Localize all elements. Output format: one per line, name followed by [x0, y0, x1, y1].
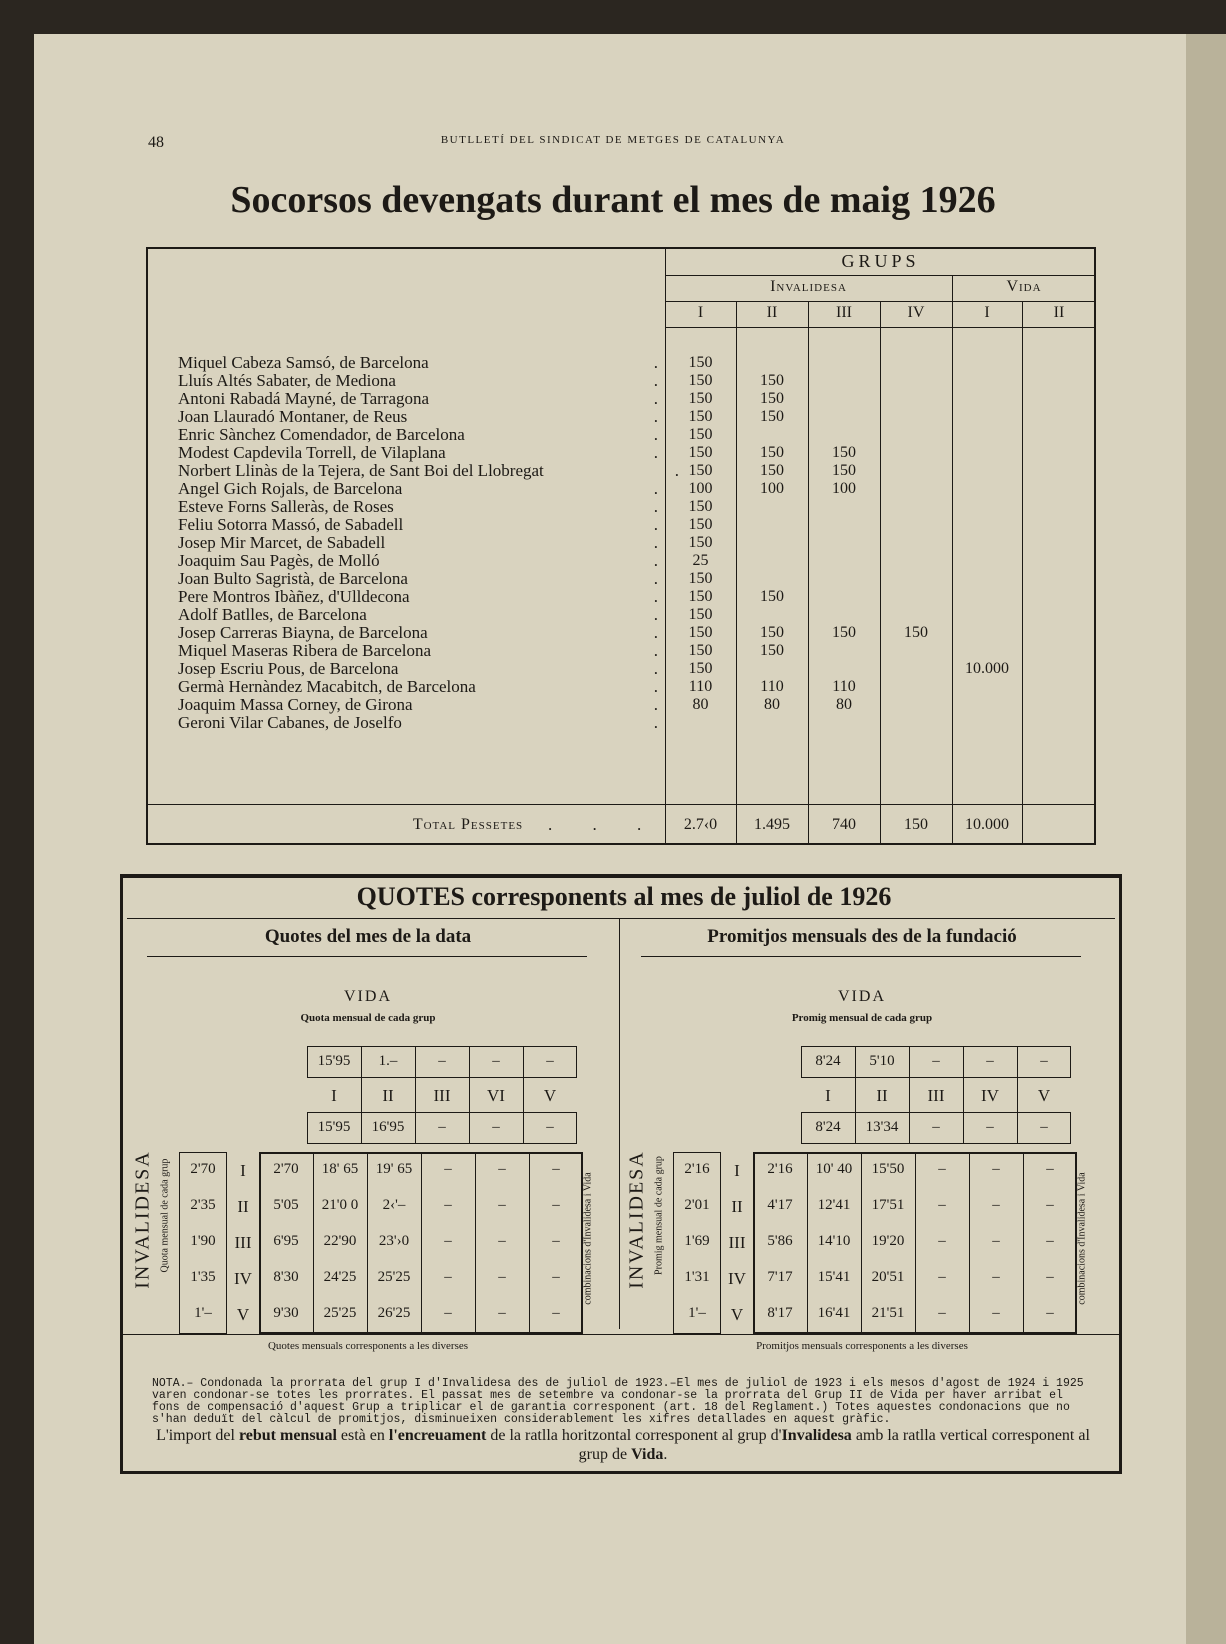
amount-cell: 150: [688, 516, 713, 533]
member-name: Lluís Altés Sabater, de Mediona: [178, 371, 396, 390]
combination-cell: –: [1046, 1197, 1054, 1213]
grid-line: [361, 1046, 362, 1144]
col-header: IV: [907, 304, 925, 321]
combination-cell: –: [1046, 1161, 1054, 1177]
grid-line: [469, 1046, 470, 1144]
amount-cell: 150: [688, 498, 713, 515]
final-note: L'import del rebut mensual està en l'encreuament de la ratlla horitzontal corresponent al grup d'Invalidesa amb la ratlla vertical corresponent al grup de Vida.: [156, 1427, 1090, 1463]
leader-dots: .: [653, 695, 672, 714]
amount-cell: 110: [760, 678, 784, 695]
socorsos-table: [146, 247, 1096, 845]
combination-cell: –: [552, 1305, 560, 1321]
combination-cell: –: [498, 1269, 506, 1285]
leader-dots: .: [653, 443, 672, 462]
combination-cell: –: [552, 1161, 560, 1177]
combination-cell: 25'25: [323, 1305, 357, 1321]
member-name: Joan Llauradó Montaner, de Reus: [178, 407, 408, 426]
invalidesa-group-label: III: [234, 1233, 252, 1252]
amount-cell: 150: [688, 534, 713, 551]
amount-cell: 100: [760, 480, 784, 497]
grid-line: [909, 1046, 910, 1144]
invalidesa-quota-value: 2'16: [684, 1161, 710, 1177]
invalidesa-quota-value: 1'–: [688, 1305, 706, 1321]
invalidesa-group-label: III: [728, 1233, 746, 1252]
grid-line: [969, 1154, 970, 1332]
amount-cell: 150: [760, 408, 784, 425]
vida-cum-value: 15'95: [317, 1119, 351, 1135]
combination-cell: –: [444, 1161, 452, 1177]
total-cell: 740: [832, 816, 856, 833]
combination-cell: 12'41: [817, 1197, 851, 1213]
vida-quota-value: –: [492, 1053, 500, 1069]
amount-cell: 110: [832, 678, 856, 695]
combination-cell: –: [1046, 1269, 1054, 1285]
leader-dots: .: [653, 659, 672, 678]
vida-quota-value: –: [1040, 1053, 1048, 1069]
combination-cell: 9'30: [273, 1305, 299, 1321]
combination-cell: –: [552, 1197, 560, 1213]
vida-cum-value: –: [986, 1119, 994, 1135]
amount-cell: 150: [832, 462, 856, 479]
invalidesa-quota-value: 1'31: [684, 1269, 710, 1285]
combination-cell: –: [992, 1197, 1000, 1213]
invalidesa-header: Invalidesa: [770, 278, 847, 295]
amount-cell: 150: [832, 624, 856, 641]
vida-label: VIDA: [838, 988, 886, 1005]
vida-cum-value: –: [546, 1119, 554, 1135]
panel-subtitle: Promitjos mensuals des de la fundació: [707, 926, 1017, 947]
leader-dots: .: [653, 677, 672, 696]
combination-cell: –: [938, 1305, 946, 1321]
invalidesa-group-label: V: [730, 1305, 744, 1324]
vida-group-label: I: [825, 1086, 831, 1105]
grid-line: [855, 1046, 856, 1144]
member-name: Antoni Rabadá Mayné, de Tarragona: [178, 389, 430, 408]
combination-cell: –: [992, 1305, 1000, 1321]
leader-dots: .: [653, 407, 672, 426]
vida-caption: Quota mensual de cada grup: [300, 1012, 436, 1024]
vida-quota-value: 5'10: [869, 1053, 895, 1069]
member-name: Modest Capdevila Torrell, de Vilaplana: [178, 443, 446, 462]
grid-line: [1017, 1046, 1018, 1144]
combination-cell: 19'20: [871, 1233, 905, 1249]
leader-dots: .: [653, 533, 672, 552]
member-name: Pere Montros Ibàñez, d'Ulldecona: [178, 587, 410, 606]
grid-line: [861, 1154, 862, 1332]
combination-cell: 2‹'–: [382, 1197, 406, 1213]
member-name: Enric Sànchez Comendador, de Barcelona: [178, 425, 465, 444]
combination-cell: 15'41: [817, 1269, 851, 1285]
grid-line: [915, 1154, 916, 1332]
amount-cell: 150: [688, 624, 713, 641]
combination-cell: 21'51: [871, 1305, 905, 1321]
leader-dots: .: [653, 497, 672, 516]
combination-cell: –: [498, 1233, 506, 1249]
grid-line: [475, 1154, 476, 1332]
combination-cell: 5'86: [767, 1233, 793, 1249]
combination-cell: 16'41: [817, 1305, 851, 1321]
invalidesa-caption: Promig mensual de cada grup: [653, 1156, 665, 1275]
member-name: Esteve Forns Salleràs, de Roses: [178, 497, 394, 516]
vida-group-label: V: [1037, 1086, 1051, 1105]
amount-cell: 150: [688, 570, 713, 587]
invalidesa-group-label: II: [237, 1197, 249, 1216]
combination-cell: 5'05: [273, 1197, 299, 1213]
grid-line: [963, 1046, 964, 1144]
combination-cell: –: [552, 1269, 560, 1285]
combination-cell: 23'›0: [378, 1233, 410, 1249]
leader-dots: .: [653, 353, 672, 372]
combination-cell: –: [938, 1197, 946, 1213]
member-name: Adolf Batlles, de Barcelona: [178, 605, 367, 624]
amount-cell: 150: [832, 444, 856, 461]
invalidesa-quota-value: 2'01: [684, 1197, 710, 1213]
combination-cell: –: [1046, 1233, 1054, 1249]
invalidesa-quota-value: 1'35: [190, 1269, 216, 1285]
amount-cell: 150: [760, 372, 784, 389]
leader-dots: .: [653, 551, 672, 570]
amount-cell: 80: [836, 696, 852, 713]
grid-line: [807, 1154, 808, 1332]
vida-label: VIDA: [344, 988, 392, 1005]
member-name: Josep Escriu Pous, de Barcelona: [178, 659, 399, 678]
invalidesa-label: INVALIDESA: [625, 1150, 648, 1289]
combination-cell: 21'0 0: [321, 1197, 359, 1213]
combination-cell: –: [938, 1269, 946, 1285]
vida-quota-value: –: [546, 1053, 554, 1069]
amount-cell: 80: [764, 696, 780, 713]
combination-cell: 14'10: [817, 1233, 851, 1249]
vida-group-label: II: [382, 1086, 394, 1105]
leader-dots: .: [653, 371, 672, 390]
grid-line: [523, 1046, 524, 1144]
bottom-caption: Promitjos mensuals corresponents a les diverses: [756, 1340, 968, 1352]
amount-cell: 25: [692, 552, 709, 569]
member-name: Geroni Vilar Cabanes, de Joselfo: [178, 713, 402, 732]
member-name: Miquel Maseras Ribera de Barcelona: [178, 641, 432, 660]
combination-cell: 19' 65: [375, 1161, 413, 1177]
vida-group-label: V: [543, 1086, 557, 1105]
page-edge: [1186, 34, 1226, 1644]
combination-cell: –: [1046, 1305, 1054, 1321]
combination-cell: –: [938, 1161, 946, 1177]
total-cell: 150: [904, 816, 928, 833]
amount-cell: 150: [688, 354, 713, 371]
invalidesa-group-label: I: [734, 1161, 740, 1180]
invalidesa-caption: Quota mensual de cada grup: [159, 1158, 171, 1273]
total-label: Total Pessetes: [412, 816, 524, 833]
col-header: II: [766, 304, 778, 321]
combination-cell: –: [992, 1233, 1000, 1249]
page-title: Socorsos devengats durant el mes de maig 1926: [230, 179, 996, 221]
vida-group-label: VI: [487, 1086, 505, 1105]
member-name: Angel Gich Rojals, de Barcelona: [178, 479, 403, 498]
total-dots: . . .: [548, 815, 660, 834]
side-caption: combinacions d'Invalidesa i Vida: [1076, 1172, 1088, 1305]
vida-quota-value: –: [932, 1053, 940, 1069]
amount-cell: 150: [688, 462, 713, 479]
member-name: Feliu Sotorra Massó, de Sabadell: [178, 515, 404, 534]
leader-dots: .: [653, 515, 672, 534]
bottom-caption: Quotes mensuals corresponents a les diverses: [267, 1340, 469, 1352]
amount-cell: 150: [688, 390, 713, 407]
vida-group-label: I: [331, 1086, 337, 1105]
member-name: Joaquim Massa Corney, de Girona: [178, 695, 413, 714]
amount-cell: 150: [760, 444, 784, 461]
vida-group-label: II: [876, 1086, 888, 1105]
combination-cell: –: [444, 1305, 452, 1321]
amount-cell: 150: [904, 624, 928, 641]
leader-dots: .: [653, 605, 672, 624]
amount-cell: 150: [760, 624, 784, 641]
side-caption: combinacions d'Invalidesa i Vida: [582, 1172, 594, 1305]
combination-cell: –: [498, 1161, 506, 1177]
vida-quota-value: –: [438, 1053, 446, 1069]
col-header: II: [1053, 304, 1065, 321]
invalidesa-group-label: IV: [234, 1269, 252, 1288]
invalidesa-quota-value: 1'90: [190, 1233, 216, 1249]
invalidesa-group-label: II: [731, 1197, 743, 1216]
amount-cell: 150: [688, 606, 713, 623]
combination-cell: –: [992, 1269, 1000, 1285]
vida-group-label: III: [927, 1086, 945, 1105]
vida-group-label: III: [433, 1086, 451, 1105]
member-name: Josep Mir Marcet, de Sabadell: [178, 533, 386, 552]
leader-dots: .: [653, 569, 672, 588]
panel-subtitle: Quotes del mes de la data: [264, 926, 472, 947]
invalidesa-quota-value: 2'35: [190, 1197, 216, 1213]
combination-cell: 8'17: [767, 1305, 793, 1321]
vida-caption: Promig mensual de cada grup: [791, 1012, 933, 1024]
amount-cell: 10.000: [965, 660, 1009, 677]
combination-cell: 24'25: [323, 1269, 357, 1285]
divider: [147, 956, 587, 957]
vida-cum-value: –: [438, 1119, 446, 1135]
invalidesa-group-label: IV: [728, 1269, 746, 1288]
amount-cell: 150: [688, 372, 713, 389]
member-name: Norbert Llinàs de la Tejera, de Sant Boi del Llobregat: [178, 461, 544, 480]
combination-cell: –: [938, 1233, 946, 1249]
leader-dots: .: [653, 479, 672, 498]
col-header: I: [697, 304, 704, 321]
amount-cell: 150: [688, 660, 713, 677]
grid-line: [415, 1046, 416, 1144]
member-name: Josep Carreras Biayna, de Barcelona: [178, 623, 428, 642]
amount-cell: 150: [760, 462, 784, 479]
member-name: Joan Bulto Sagristà, de Barcelona: [178, 569, 408, 588]
amount-cell: 150: [688, 588, 713, 605]
leader-dots: .: [653, 425, 672, 444]
combination-cell: 6'95: [273, 1233, 299, 1249]
total-cell: 1.495: [754, 816, 790, 833]
combination-cell: 22'90: [323, 1233, 357, 1249]
amount-cell: 150: [688, 642, 713, 659]
grid-line: [1023, 1154, 1024, 1332]
vida-cum-value: –: [492, 1119, 500, 1135]
combination-cell: 20'51: [871, 1269, 905, 1285]
grid-line: [421, 1154, 422, 1332]
vida-quota-value: 1.–: [378, 1053, 398, 1069]
grid-line: [313, 1154, 314, 1332]
quotes-title: QUOTES corresponents al mes de juliol de 1926: [356, 882, 892, 911]
total-cell: 2.7‹0: [683, 816, 718, 833]
vida-cum-value: 8'24: [815, 1119, 841, 1135]
grid-line: [367, 1154, 368, 1332]
leader-dots: .: [653, 623, 672, 642]
invalidesa-group-label: V: [236, 1305, 250, 1324]
invalidesa-quota-value: 2'70: [190, 1161, 216, 1177]
vida-cum-value: –: [932, 1119, 940, 1135]
combination-cell: –: [444, 1269, 452, 1285]
leader-dots: .: [653, 641, 672, 660]
amount-cell: 150: [688, 408, 713, 425]
vida-quota-value: 8'24: [815, 1053, 841, 1069]
col-header: I: [984, 304, 990, 321]
vida-cum-value: 16'95: [371, 1119, 405, 1135]
amount-cell: 150: [688, 426, 713, 443]
combination-cell: 2'16: [767, 1161, 793, 1177]
combination-cell: 4'17: [767, 1197, 793, 1213]
member-name: Miquel Cabeza Samsó, de Barcelona: [178, 353, 429, 372]
grid-line: [529, 1154, 530, 1332]
leader-dots: .: [674, 461, 693, 480]
member-name: Germà Hernàndez Macabitch, de Barcelona: [178, 677, 476, 696]
combination-cell: 25'25: [377, 1269, 411, 1285]
divider: [641, 956, 1081, 957]
invalidesa-quota-value: 1'–: [194, 1305, 212, 1321]
combination-cell: –: [498, 1305, 506, 1321]
grups-header: GRUPS: [841, 251, 920, 271]
vida-quota-value: 15'95: [317, 1053, 351, 1069]
total-cell: 10.000: [965, 816, 1009, 833]
leader-dots: .: [653, 713, 672, 732]
amount-cell: 100: [832, 480, 856, 497]
combination-cell: 7'17: [767, 1269, 793, 1285]
combination-cell: 15'50: [871, 1161, 905, 1177]
combination-cell: –: [444, 1197, 452, 1213]
invalidesa-label: INVALIDESA: [131, 1150, 154, 1289]
amount-cell: 100: [688, 480, 713, 497]
combination-cell: 8'30: [273, 1269, 299, 1285]
combination-cell: 26'25: [377, 1305, 411, 1321]
member-name: Joaquim Sau Pagès, de Molló: [178, 551, 380, 570]
vida-quota-value: –: [986, 1053, 994, 1069]
amount-cell: 110: [688, 678, 713, 695]
invalidesa-group-label: I: [240, 1161, 246, 1180]
leader-dots: .: [653, 587, 672, 606]
page-number: 48: [148, 134, 164, 151]
combination-cell: –: [992, 1161, 1000, 1177]
combination-cell: –: [498, 1197, 506, 1213]
combination-cell: –: [444, 1233, 452, 1249]
amount-cell: 150: [760, 642, 784, 659]
combination-cell: –: [552, 1233, 560, 1249]
amount-cell: 80: [692, 696, 709, 713]
amount-cell: 150: [688, 444, 713, 461]
amount-cell: 150: [760, 588, 784, 605]
vida-header: Vida: [1006, 278, 1042, 295]
footnote: NOTA.– Condonada la prorrata del grup I d'Invalidesa des de juliol de 1923.–El mes de juliol de 1923 i els mesos d'agost de 1924 i 1925 varen condonar-se totes les prorrates. El passat mes de setembre va condonar-se la prorrata del Grup II de Vida per haver arribat el fons de compensació d'aquest Grup a triplicar el de garantia corresponent (art. 18 del Reglament.) Totes aquestes condonacions que no s'han deduït del càlcul de promitjos, disminueixen considerablement les xifres detallades en aquest gràfic.: [152, 1377, 1084, 1426]
invalidesa-quota-value: 1'69: [684, 1233, 710, 1249]
combination-cell: 2'70: [273, 1161, 299, 1177]
vida-cum-value: –: [1040, 1119, 1048, 1135]
combination-cell: 10' 40: [815, 1161, 853, 1177]
amount-cell: 150: [760, 390, 784, 407]
combination-cell: 18' 65: [321, 1161, 359, 1177]
col-header: III: [836, 304, 852, 321]
leader-dots: .: [653, 389, 672, 408]
vida-group-label: IV: [981, 1086, 999, 1105]
vida-cum-value: 13'34: [865, 1119, 899, 1135]
combination-cell: 17'51: [871, 1197, 905, 1213]
running-title: BUTLLETÍ DEL SINDICAT DE METGES DE CATALUNYA: [440, 134, 786, 146]
